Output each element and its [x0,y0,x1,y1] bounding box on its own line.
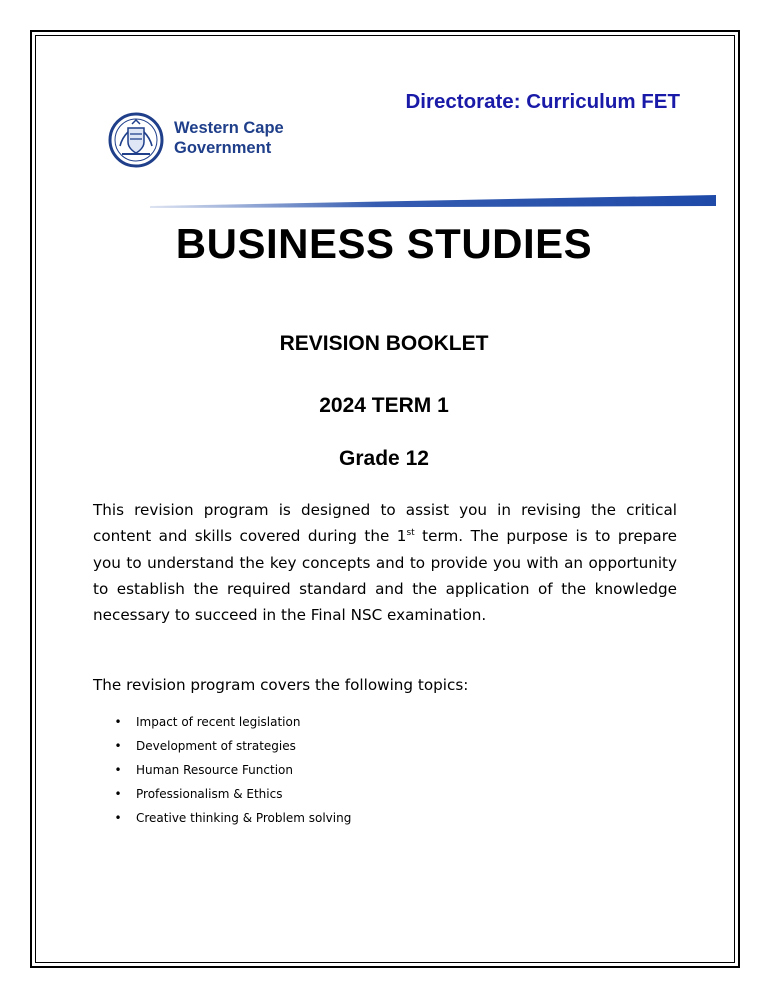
intro-text-part2: term. The purpose is to prepare you to understand the key concepts and to provide you with an opportunity to establish the required standard and the application of the knowledge necessary to succeed in the Final NSC examination. [93,527,677,625]
bullet-icon: • [114,739,122,753]
western-cape-government-logo [108,112,308,168]
bullet-icon: • [114,811,122,825]
logo-wordmark [174,118,284,158]
topics-list [112,710,351,830]
header-divider [150,192,716,210]
list-item: • Professionalism & Ethics [112,782,351,806]
list-item: • Human Resource Function [112,758,351,782]
grade-label: Grade 12 [339,447,429,470]
bullet-icon: • [114,763,122,777]
document-subtitle: REVISION BOOKLET [279,332,489,355]
bullet-icon: • [114,787,122,801]
directorate-heading: Directorate: Curriculum FET [405,90,680,113]
logo-line-1: Western Cape [174,119,284,137]
list-item: • Impact of recent legislation [112,710,351,734]
coat-of-arms-icon [108,112,164,168]
intro-superscript: st [406,528,415,539]
list-item: • Creative thinking & Problem solving [112,806,351,830]
logo-line-2: Government [174,139,272,157]
intro-paragraph [93,497,677,628]
list-item: • Development of strategies [112,734,351,758]
topics-heading: The revision program covers the following topics: [93,676,469,694]
bullet-icon: • [114,715,122,729]
document-title: BUSINESS STUDIES [175,220,593,267]
intro-text-part1: This revision program is designed to assist you in revising the critical content and skills covered during the 1 [93,501,677,546]
term-label: 2024 TERM 1 [319,394,449,417]
